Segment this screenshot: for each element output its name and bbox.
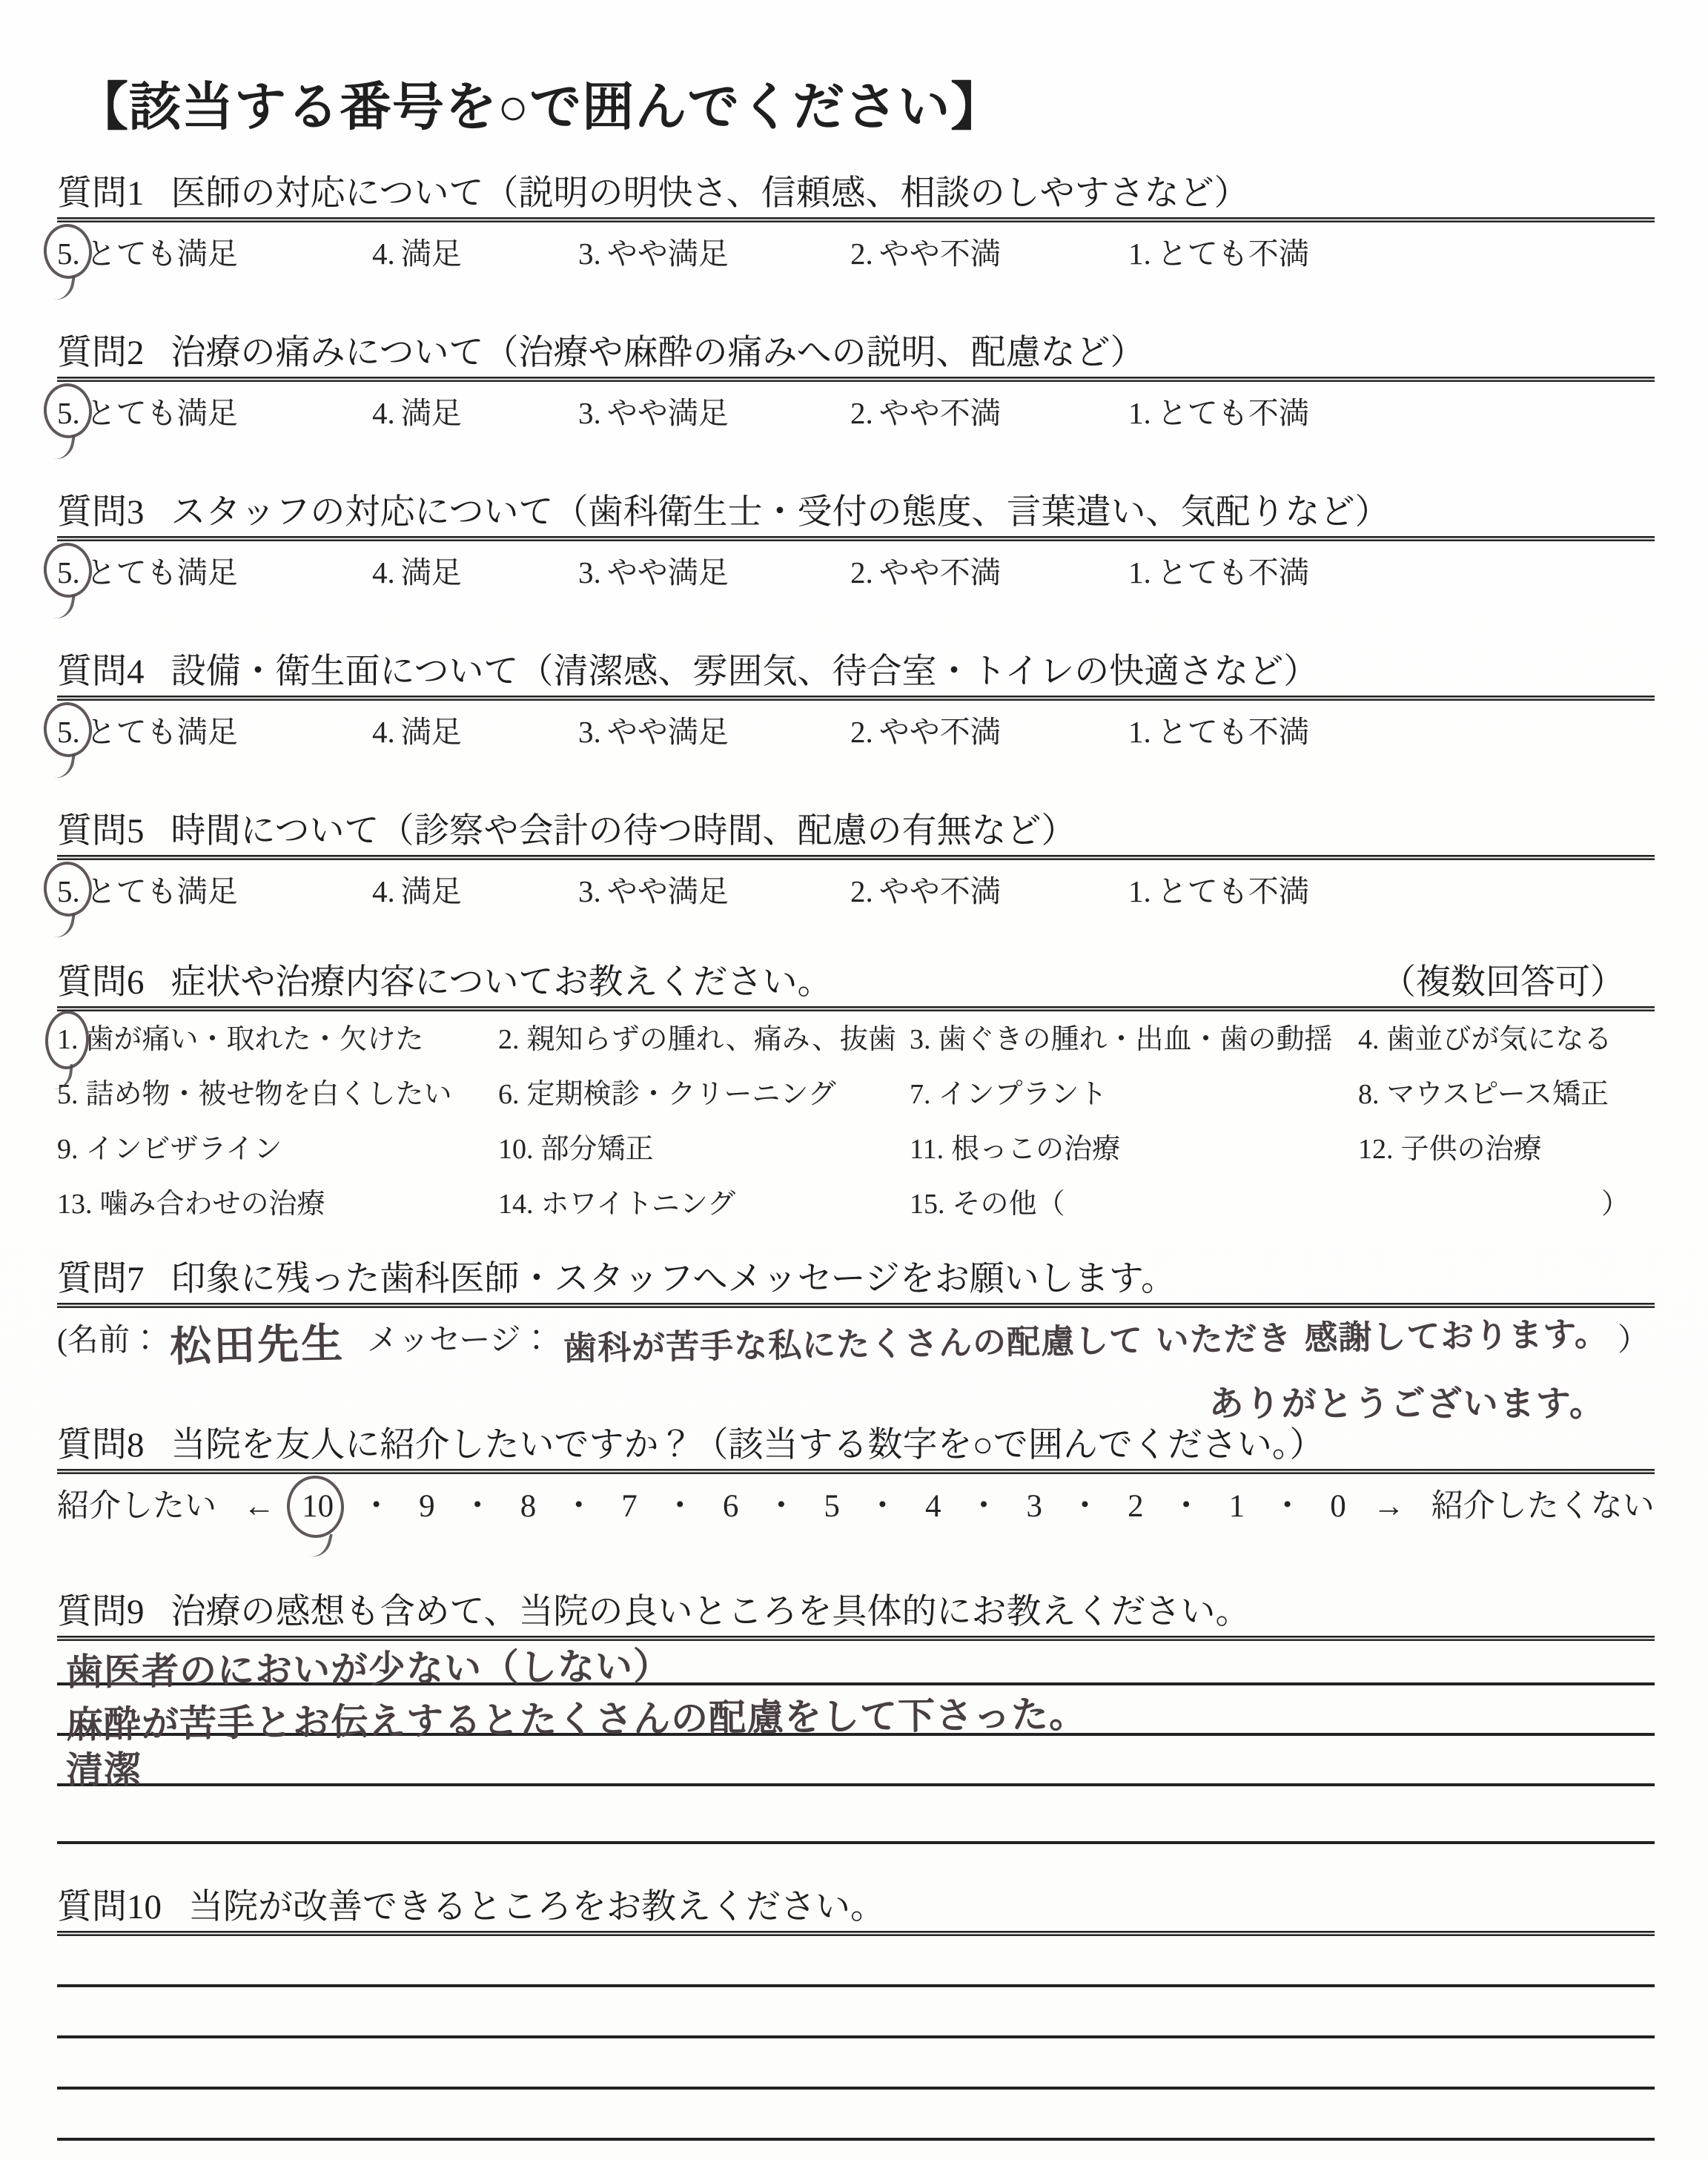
question-6-number: 質問6 xyxy=(57,963,145,1002)
option-very-dissatisfied: 1. とても不満 xyxy=(1128,396,1309,430)
handwritten-name: 松田先生 xyxy=(169,1319,345,1372)
question-6-options xyxy=(57,1023,1655,1222)
option-very-dissatisfied: 1. とても不満 xyxy=(1128,715,1309,749)
ruled-line xyxy=(57,1931,1655,1936)
hand-circle-annotation: 5. xyxy=(57,553,86,592)
question-1-options xyxy=(57,234,1655,273)
question-5-options xyxy=(57,872,1655,911)
question-3-title: スタッフの対応について（歯科衛生士・受付の態度、言葉遣い、気配りなど） xyxy=(171,493,1390,532)
ruled-line xyxy=(57,855,1655,860)
answer-line xyxy=(57,1641,1655,1694)
option-somewhat-dissatisfied: 2. やや不満 xyxy=(850,237,1001,271)
option-very-satisfied: 5. とても満足 xyxy=(57,234,372,273)
ruled-line xyxy=(57,377,1655,382)
score-9: 9 xyxy=(419,1489,435,1524)
other-close-paren: ） xyxy=(1601,1189,1629,1220)
question-6 xyxy=(57,962,1655,1222)
dot-separator: ・ xyxy=(967,1489,1000,1524)
question-4 xyxy=(57,652,1655,751)
form-title: 【該当する番号を○で囲んでください】 xyxy=(76,79,1004,136)
question-2 xyxy=(57,333,1655,432)
name-label: (名前： xyxy=(57,1324,161,1358)
option-very-dissatisfied: 1. とても不満 xyxy=(1128,237,1309,271)
option-teeth-alignment: 4. 歯並びが気になる xyxy=(1358,1024,1612,1055)
option-partial-ortho: 10. 部分矯正 xyxy=(498,1134,654,1165)
answer-line xyxy=(57,1936,1655,1987)
ruled-line xyxy=(57,536,1655,541)
option-satisfied: 4. 満足 xyxy=(372,555,462,589)
question-1-title: 医師の対応について（説明の明快さ、信頼感、相談のしやすさなど） xyxy=(171,174,1249,213)
dot-separator: ・ xyxy=(866,1489,898,1524)
question-3-number: 質問3 xyxy=(57,493,145,532)
hand-circle-annotation: 5. xyxy=(57,872,86,911)
option-somewhat-satisfied: 3. やや満足 xyxy=(578,396,729,430)
option-whiten-fillings: 5. 詰め物・被せ物を白くしたい xyxy=(57,1079,452,1110)
question-9-number: 質問9 xyxy=(57,1593,145,1631)
option-mouthpiece-ortho: 8. マウスピース矯正 xyxy=(1358,1079,1609,1110)
dot-separator: ・ xyxy=(1170,1489,1202,1524)
question-2-title: 治療の痛みについて（治療や麻酔の痛みへの説明、配慮など） xyxy=(171,334,1145,372)
recommend-label: 紹介したい xyxy=(57,1489,216,1524)
ruled-line xyxy=(57,1469,1655,1474)
message-label: メッセージ： xyxy=(367,1324,552,1358)
option-somewhat-satisfied: 3. やや満足 xyxy=(578,715,729,749)
question-5-title: 時間について（診察や会計の待つ時間、配慮の有無など） xyxy=(171,812,1076,851)
option-very-satisfied: 5. とても満足 xyxy=(57,553,372,592)
question-7-title: 印象に残った歯科医師・スタッフへメッセージをお願いします。 xyxy=(171,1260,1176,1298)
hand-circle-annotation: 5. xyxy=(57,713,86,751)
option-somewhat-dissatisfied: 2. やや不満 xyxy=(850,396,1001,430)
option-very-satisfied: 5. とても満足 xyxy=(57,872,372,911)
nps-scale-row xyxy=(57,1484,1655,1529)
dot-separator: ・ xyxy=(461,1489,494,1524)
option-bite-treatment: 13. 噛み合わせの治療 xyxy=(57,1189,325,1220)
option-satisfied: 4. 満足 xyxy=(372,715,462,749)
score-4: 4 xyxy=(924,1489,941,1524)
question-8-number: 質問8 xyxy=(57,1426,145,1464)
option-very-dissatisfied: 1. とても不満 xyxy=(1128,874,1309,908)
option-somewhat-satisfied: 3. やや満足 xyxy=(578,555,729,589)
handwritten-answer: 歯医者のにおいが少ない（しない） xyxy=(65,1644,672,1694)
answer-line xyxy=(57,1685,1655,1747)
handwritten-answer: 麻酔が苦手とお伝えするとたくさんの配慮をして下さった。 xyxy=(65,1692,1088,1747)
question-9-title: 治療の感想も含めて、当院の良いところを具体的にお教えください。 xyxy=(171,1593,1251,1631)
question-1-number: 質問1 xyxy=(57,174,145,213)
answer-line xyxy=(57,1736,1655,1792)
question-8-title: 当院を友人に紹介したいですか？（該当する数字を○で囲んでください。） xyxy=(171,1426,1325,1464)
option-whitening: 14. ホワイトニング xyxy=(498,1189,736,1220)
question-4-options xyxy=(57,713,1655,751)
score-2: 2 xyxy=(1128,1489,1144,1524)
option-root-canal: 11. 根っこの治療 xyxy=(910,1134,1121,1165)
option-checkup-cleaning: 6. 定期検診・クリーニング xyxy=(498,1079,836,1110)
question-7-number: 質問7 xyxy=(57,1260,145,1298)
score-6: 6 xyxy=(722,1489,739,1524)
answer-line xyxy=(57,1786,1655,1844)
not-recommend-label: 紹介したくない xyxy=(1431,1489,1655,1524)
ruled-line xyxy=(57,696,1655,701)
dot-separator: ・ xyxy=(1271,1489,1304,1524)
option-somewhat-dissatisfied: 2. やや不満 xyxy=(850,715,1001,749)
dot-separator: ・ xyxy=(1069,1489,1102,1524)
ruled-line xyxy=(57,1006,1655,1011)
answer-line xyxy=(57,2038,1655,2090)
question-10-title: 当院が改善できるところをお教えください。 xyxy=(188,1888,885,1926)
hand-circle-annotation: 1. xyxy=(57,1023,86,1057)
question-6-title: 症状や治療内容についてお教えください。 xyxy=(171,963,833,1002)
dot-separator: ・ xyxy=(360,1489,393,1524)
ruled-line xyxy=(57,217,1655,222)
answer-line xyxy=(57,1987,1655,2038)
handwritten-message: 歯科が苦手な私にたくさんの配慮して いただき 感謝しております。 xyxy=(563,1314,1609,1368)
close-paren: ） xyxy=(1617,1324,1649,1358)
dot-separator: ・ xyxy=(765,1489,798,1524)
question-3 xyxy=(57,492,1655,592)
option-satisfied: 4. 満足 xyxy=(372,874,462,908)
score-1: 1 xyxy=(1228,1489,1245,1524)
hand-circle-annotation: 5. xyxy=(57,234,86,273)
question-9 xyxy=(57,1592,1655,1844)
option-very-satisfied: 5. とても満足 xyxy=(57,713,372,751)
question-7 xyxy=(57,1259,1655,1425)
option-satisfied: 4. 満足 xyxy=(372,396,462,430)
question-4-title: 設備・衛生面について（清潔感、雰囲気、待合室・トイレの快適さなど） xyxy=(171,653,1319,691)
score-5: 5 xyxy=(824,1489,840,1524)
option-very-dissatisfied: 1. とても不満 xyxy=(1128,555,1309,589)
question-3-options xyxy=(57,553,1655,592)
ruled-line xyxy=(57,1303,1655,1308)
question-7-answer-row xyxy=(57,1315,1655,1379)
answer-line xyxy=(57,2090,1655,2141)
question-4-number: 質問4 xyxy=(57,653,145,691)
question-2-options xyxy=(57,394,1655,432)
question-5 xyxy=(57,811,1655,911)
dot-separator: ・ xyxy=(663,1489,696,1524)
option-gum-swelling: 3. 歯ぐきの腫れ・出血・歯の動揺 xyxy=(910,1024,1333,1055)
dot-separator: ・ xyxy=(563,1489,595,1524)
handwritten-answer: 清潔 xyxy=(65,1748,142,1792)
left-arrow-icon: ← xyxy=(243,1489,276,1524)
option-tooth-pain: 1. 歯が痛い・取れた・欠けた xyxy=(57,1023,498,1057)
score-7: 7 xyxy=(621,1489,638,1524)
question-2-number: 質問2 xyxy=(57,334,145,372)
multiple-answers-note: （複数回答可） xyxy=(1381,963,1625,1002)
option-other: 15. その他（ xyxy=(910,1189,1065,1220)
score-8: 8 xyxy=(520,1489,537,1524)
hand-circle-annotation xyxy=(302,1484,334,1529)
option-child-treatment: 12. 子供の治療 xyxy=(1358,1134,1542,1165)
handwritten-message-line2: ありがとうございます。 xyxy=(1208,1384,1606,1424)
option-somewhat-satisfied: 3. やや満足 xyxy=(578,237,729,271)
option-somewhat-satisfied: 3. やや満足 xyxy=(578,874,729,908)
question-10 xyxy=(57,1887,1655,2141)
question-5-number: 質問5 xyxy=(57,812,145,851)
question-1 xyxy=(57,174,1655,273)
right-arrow-icon: → xyxy=(1372,1489,1405,1524)
option-implant: 7. インプラント xyxy=(910,1079,1108,1110)
option-somewhat-dissatisfied: 2. やや不満 xyxy=(850,555,1001,589)
option-invisalign: 9. インビザライン xyxy=(57,1134,282,1165)
hand-circle-annotation: 5. xyxy=(57,394,86,432)
option-very-satisfied: 5. とても満足 xyxy=(57,394,372,432)
question-8 xyxy=(57,1425,1655,1529)
score-3: 3 xyxy=(1026,1489,1042,1524)
option-wisdom-tooth: 2. 親知らずの腫れ、痛み、抜歯 xyxy=(498,1024,897,1055)
score-10: 10 xyxy=(302,1489,334,1524)
question-10-number: 質問10 xyxy=(57,1888,162,1926)
option-somewhat-dissatisfied: 2. やや不満 xyxy=(850,874,1001,908)
option-satisfied: 4. 満足 xyxy=(372,237,462,271)
score-0: 0 xyxy=(1330,1489,1346,1524)
